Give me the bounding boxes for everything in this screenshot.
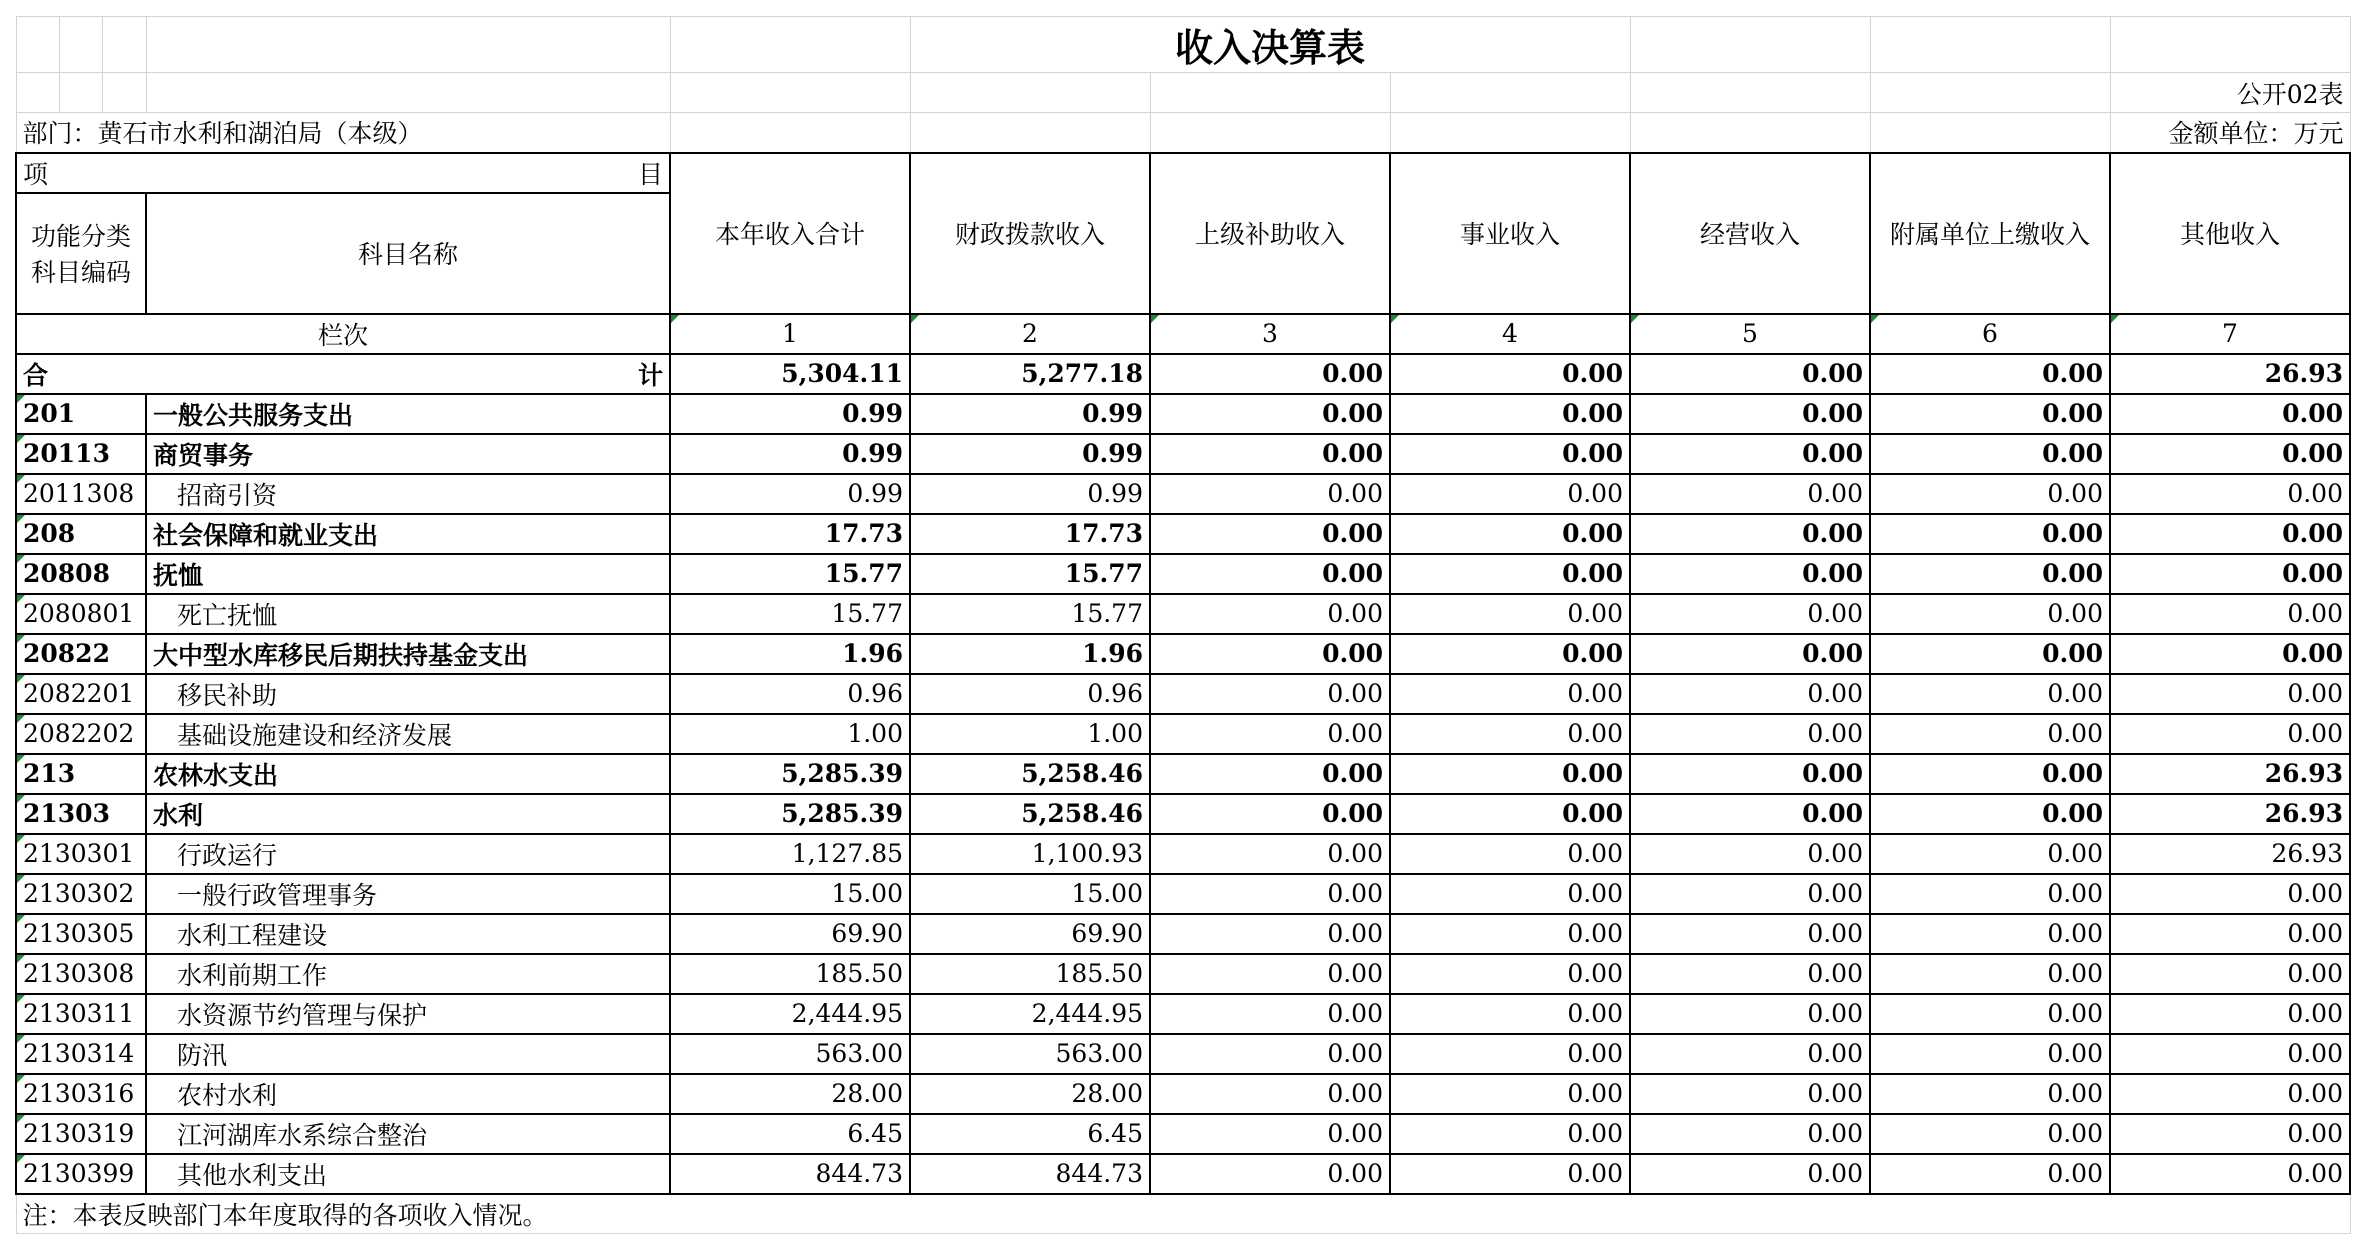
row-name: 水利工程建设 <box>146 914 670 954</box>
table-row <box>16 954 2350 994</box>
row-name: 大中型水库移民后期扶持基金支出 <box>146 634 670 674</box>
row-value: 185.50 <box>910 954 1150 994</box>
spreadsheet <box>15 16 2351 1234</box>
row-name: 一般公共服务支出 <box>146 394 670 434</box>
row-value: 0.00 <box>1390 634 1630 674</box>
row-value: 185.50 <box>670 954 910 994</box>
col-header-total: 本年收入合计 <box>670 153 910 314</box>
row-value: 0.00 <box>1150 674 1390 714</box>
row-value: 0.00 <box>1870 834 2110 874</box>
row-name: 死亡抚恤 <box>146 594 670 634</box>
row-value: 0.96 <box>670 674 910 714</box>
total-value: 0.00 <box>1630 354 1870 394</box>
row-value: 0.00 <box>1630 394 1870 434</box>
row-value: 1,100.93 <box>910 834 1150 874</box>
row-value: 0.00 <box>1630 474 1870 514</box>
row-value: 0.00 <box>1870 394 2110 434</box>
total-label-cell <box>16 354 670 394</box>
row-code: 2082201 <box>16 674 146 714</box>
row-value: 0.00 <box>1630 634 1870 674</box>
row-value: 0.00 <box>2110 434 2350 474</box>
row-value: 1.96 <box>910 634 1150 674</box>
row-value: 0.00 <box>1390 1074 1630 1114</box>
row-value: 0.00 <box>1390 794 1630 834</box>
total-value: 0.00 <box>1870 354 2110 394</box>
row-value: 0.00 <box>1390 514 1630 554</box>
row-value: 15.00 <box>670 874 910 914</box>
row-value: 15.00 <box>910 874 1150 914</box>
row-value: 0.00 <box>1870 514 2110 554</box>
row-value: 0.00 <box>1870 474 2110 514</box>
row-value: 0.00 <box>1870 994 2110 1034</box>
row-value: 0.00 <box>1870 754 2110 794</box>
total-value: 5,277.18 <box>910 354 1150 394</box>
row-name: 抚恤 <box>146 554 670 594</box>
row-value: 0.99 <box>910 474 1150 514</box>
row-value: 0.00 <box>2110 874 2350 914</box>
row-code: 20822 <box>16 634 146 674</box>
row-value: 0.00 <box>1390 394 1630 434</box>
row-value: 0.00 <box>1630 954 1870 994</box>
row-value: 0.00 <box>2110 514 2350 554</box>
total-value: 5,304.11 <box>670 354 910 394</box>
col-header-fiscal: 财政拨款收入 <box>910 153 1150 314</box>
row-value: 2,444.95 <box>910 994 1150 1034</box>
row-value: 0.00 <box>1150 394 1390 434</box>
row-value: 17.73 <box>910 514 1150 554</box>
row-value: 0.00 <box>1630 754 1870 794</box>
row-value: 563.00 <box>910 1034 1150 1074</box>
row-value: 0.00 <box>1150 834 1390 874</box>
row-code: 2130399 <box>16 1154 146 1194</box>
table-row <box>16 1154 2350 1194</box>
row-value: 0.00 <box>1390 914 1630 954</box>
row-name: 水利前期工作 <box>146 954 670 994</box>
row-value: 0.00 <box>2110 554 2350 594</box>
row-value: 0.00 <box>1150 794 1390 834</box>
row-value: 0.00 <box>2110 474 2350 514</box>
col-header-operating: 经营收入 <box>1630 153 1870 314</box>
row-value: 0.99 <box>670 434 910 474</box>
row-value: 1.00 <box>910 714 1150 754</box>
row-value: 0.00 <box>2110 394 2350 434</box>
row-value: 0.00 <box>1390 994 1630 1034</box>
col-header-business: 事业收入 <box>1390 153 1630 314</box>
total-label-ji: 计 <box>637 360 663 390</box>
row-code: 2130316 <box>16 1074 146 1114</box>
row-value: 5,258.46 <box>910 754 1150 794</box>
column-number: 5 <box>1630 314 1870 354</box>
row-value: 15.77 <box>910 594 1150 634</box>
code-header <box>16 193 146 314</box>
row-value: 0.00 <box>1390 594 1630 634</box>
row-value: 0.00 <box>2110 714 2350 754</box>
row-value: 0.00 <box>2110 1154 2350 1194</box>
table-note: 注：本表反映部门本年度取得的各项收入情况。 <box>16 1194 2350 1234</box>
row-code: 20113 <box>16 434 146 474</box>
row-value: 0.00 <box>1630 1074 1870 1114</box>
table-row <box>16 474 2350 514</box>
row-value: 0.00 <box>1870 674 2110 714</box>
table-row <box>16 1034 2350 1074</box>
table-row <box>16 634 2350 674</box>
column-number: 7 <box>2110 314 2350 354</box>
row-value: 0.00 <box>1630 914 1870 954</box>
row-value: 0.00 <box>2110 954 2350 994</box>
row-value: 0.00 <box>1630 434 1870 474</box>
row-code: 2080801 <box>16 594 146 634</box>
lanci-label: 栏次 <box>16 314 670 354</box>
col-header-superior-subsidy: 上级补助收入 <box>1150 153 1390 314</box>
row-value: 0.00 <box>1390 714 1630 754</box>
row-value: 0.99 <box>670 474 910 514</box>
row-value: 26.93 <box>2110 754 2350 794</box>
row-code: 21303 <box>16 794 146 834</box>
row-value: 0.00 <box>1630 594 1870 634</box>
row-name: 招商引资 <box>146 474 670 514</box>
row-code: 2130305 <box>16 914 146 954</box>
total-label-he: 合 <box>23 360 49 390</box>
code-header-line-1: 功能分类 <box>30 222 131 251</box>
row-code: 2130308 <box>16 954 146 994</box>
column-number: 6 <box>1870 314 2110 354</box>
row-value: 0.00 <box>1870 594 2110 634</box>
row-value: 1.96 <box>670 634 910 674</box>
table-number: 公开02表 <box>2110 73 2350 113</box>
row-name: 行政运行 <box>146 834 670 874</box>
row-value: 0.00 <box>1390 554 1630 594</box>
row-value: 0.00 <box>1150 594 1390 634</box>
row-value: 0.00 <box>1150 434 1390 474</box>
row-value: 0.00 <box>1630 1114 1870 1154</box>
row-value: 0.00 <box>1630 514 1870 554</box>
row-code: 2082202 <box>16 714 146 754</box>
row-value: 17.73 <box>670 514 910 554</box>
table-row <box>16 914 2350 954</box>
row-value: 0.96 <box>910 674 1150 714</box>
row-value: 6.45 <box>910 1114 1150 1154</box>
column-number: 4 <box>1390 314 1630 354</box>
row-name: 江河湖库水系综合整治 <box>146 1114 670 1154</box>
table-row <box>16 834 2350 874</box>
row-name: 社会保障和就业支出 <box>146 514 670 554</box>
row-name: 农村水利 <box>146 1074 670 1114</box>
row-value: 0.00 <box>1150 754 1390 794</box>
column-number: 3 <box>1150 314 1390 354</box>
row-value: 0.00 <box>1150 1114 1390 1154</box>
row-value: 15.77 <box>910 554 1150 594</box>
table-row <box>16 394 2350 434</box>
row-value: 0.00 <box>1150 874 1390 914</box>
row-code: 208 <box>16 514 146 554</box>
row-value: 0.00 <box>1630 874 1870 914</box>
row-value: 0.00 <box>1630 554 1870 594</box>
row-value: 844.73 <box>910 1154 1150 1194</box>
row-value: 0.00 <box>1390 1034 1630 1074</box>
row-name: 水资源节约管理与保护 <box>146 994 670 1034</box>
row-value: 0.99 <box>910 394 1150 434</box>
row-code: 2130301 <box>16 834 146 874</box>
row-value: 563.00 <box>670 1034 910 1074</box>
row-name: 一般行政管理事务 <box>146 874 670 914</box>
row-value: 0.00 <box>1150 1074 1390 1114</box>
row-value: 844.73 <box>670 1154 910 1194</box>
row-value: 0.00 <box>1870 434 2110 474</box>
table-row <box>16 554 2350 594</box>
row-value: 0.00 <box>1870 1034 2110 1074</box>
name-header: 科目名称 <box>146 193 670 314</box>
row-value: 0.00 <box>1150 1034 1390 1074</box>
row-value: 0.00 <box>1870 874 2110 914</box>
table-row <box>16 594 2350 634</box>
department-label: 部门：黄石市水利和湖泊局（本级） <box>16 113 670 153</box>
row-value: 15.77 <box>670 594 910 634</box>
row-value: 0.00 <box>2110 634 2350 674</box>
row-code: 2130311 <box>16 994 146 1034</box>
row-code: 2130302 <box>16 874 146 914</box>
table-row <box>16 794 2350 834</box>
row-value: 0.00 <box>1390 1154 1630 1194</box>
row-value: 0.00 <box>1870 954 2110 994</box>
row-value: 0.00 <box>1390 1114 1630 1154</box>
row-value: 0.00 <box>2110 594 2350 634</box>
row-name: 移民补助 <box>146 674 670 714</box>
row-value: 5,285.39 <box>670 794 910 834</box>
table-row <box>16 714 2350 754</box>
income-final-accounts-table <box>15 16 2351 1234</box>
row-value: 0.00 <box>2110 994 2350 1034</box>
row-value: 0.00 <box>1630 834 1870 874</box>
table-row <box>16 874 2350 914</box>
row-name: 其他水利支出 <box>146 1154 670 1194</box>
row-value: 28.00 <box>910 1074 1150 1114</box>
row-value: 6.45 <box>670 1114 910 1154</box>
row-value: 0.00 <box>1150 714 1390 754</box>
row-name: 农林水支出 <box>146 754 670 794</box>
row-name: 基础设施建设和经济发展 <box>146 714 670 754</box>
row-value: 0.00 <box>1630 1034 1870 1074</box>
col-header-other: 其他收入 <box>2110 153 2350 314</box>
row-value: 0.00 <box>1390 954 1630 994</box>
row-value: 0.00 <box>2110 1074 2350 1114</box>
table-row <box>16 754 2350 794</box>
row-value: 69.90 <box>910 914 1150 954</box>
row-value: 0.00 <box>1150 1154 1390 1194</box>
row-value: 28.00 <box>670 1074 910 1114</box>
row-code: 2130319 <box>16 1114 146 1154</box>
row-name: 商贸事务 <box>146 434 670 474</box>
row-value: 0.00 <box>1150 634 1390 674</box>
row-value: 5,285.39 <box>670 754 910 794</box>
row-value: 0.00 <box>1630 714 1870 754</box>
row-value: 0.00 <box>2110 674 2350 714</box>
row-value: 0.00 <box>1870 714 2110 754</box>
row-value: 0.99 <box>910 434 1150 474</box>
row-value: 0.00 <box>1390 674 1630 714</box>
note-row <box>16 1194 2350 1234</box>
row-value: 0.00 <box>1150 514 1390 554</box>
row-value: 1,127.85 <box>670 834 910 874</box>
row-value: 69.90 <box>670 914 910 954</box>
item-label-mu: 目 <box>637 159 663 189</box>
row-value: 0.00 <box>1630 674 1870 714</box>
row-name: 水利 <box>146 794 670 834</box>
row-value: 15.77 <box>670 554 910 594</box>
row-value: 0.00 <box>1150 994 1390 1034</box>
table-row <box>16 994 2350 1034</box>
row-value: 0.00 <box>1870 1074 2110 1114</box>
row-value: 0.00 <box>1150 474 1390 514</box>
row-value: 0.00 <box>2110 914 2350 954</box>
table-row <box>16 1074 2350 1114</box>
row-code: 201 <box>16 394 146 434</box>
row-value: 0.99 <box>670 394 910 434</box>
row-value: 0.00 <box>1150 554 1390 594</box>
row-code: 2011308 <box>16 474 146 514</box>
row-value: 0.00 <box>1150 954 1390 994</box>
row-value: 0.00 <box>1390 754 1630 794</box>
row-value: 0.00 <box>1390 874 1630 914</box>
column-number: 1 <box>670 314 910 354</box>
row-value: 0.00 <box>1870 554 2110 594</box>
row-value: 0.00 <box>1390 474 1630 514</box>
row-value: 0.00 <box>1630 794 1870 834</box>
row-value: 0.00 <box>1870 1114 2110 1154</box>
row-value: 0.00 <box>1390 434 1630 474</box>
row-value: 2,444.95 <box>670 994 910 1034</box>
unit-label: 金额单位：万元 <box>2110 113 2350 153</box>
row-value: 0.00 <box>1630 994 1870 1034</box>
item-header-cell <box>16 153 670 193</box>
row-value: 0.00 <box>1630 1154 1870 1194</box>
table-row <box>16 674 2350 714</box>
col-header-affiliated: 附属单位上缴收入 <box>1870 153 2110 314</box>
row-value: 0.00 <box>1150 914 1390 954</box>
row-value: 0.00 <box>2110 1034 2350 1074</box>
row-code: 20808 <box>16 554 146 594</box>
row-name: 防汛 <box>146 1034 670 1074</box>
row-value: 1.00 <box>670 714 910 754</box>
row-value: 26.93 <box>2110 834 2350 874</box>
row-value: 26.93 <box>2110 794 2350 834</box>
row-value: 0.00 <box>1870 794 2110 834</box>
row-code: 2130314 <box>16 1034 146 1074</box>
column-number: 2 <box>910 314 1150 354</box>
row-value: 0.00 <box>2110 1114 2350 1154</box>
code-header-line-2: 科目编码 <box>30 258 131 287</box>
total-value: 0.00 <box>1150 354 1390 394</box>
row-code: 213 <box>16 754 146 794</box>
table-row <box>16 434 2350 474</box>
table-row <box>16 514 2350 554</box>
item-label-xiang: 项 <box>23 159 49 189</box>
row-value: 5,258.46 <box>910 794 1150 834</box>
row-value: 0.00 <box>1390 834 1630 874</box>
row-value: 0.00 <box>1870 634 2110 674</box>
total-value: 0.00 <box>1390 354 1630 394</box>
table-title: 收入决算表 <box>910 17 1630 73</box>
row-value: 0.00 <box>1870 1154 2110 1194</box>
total-value: 26.93 <box>2110 354 2350 394</box>
table-row <box>16 1114 2350 1154</box>
row-value: 0.00 <box>1870 914 2110 954</box>
